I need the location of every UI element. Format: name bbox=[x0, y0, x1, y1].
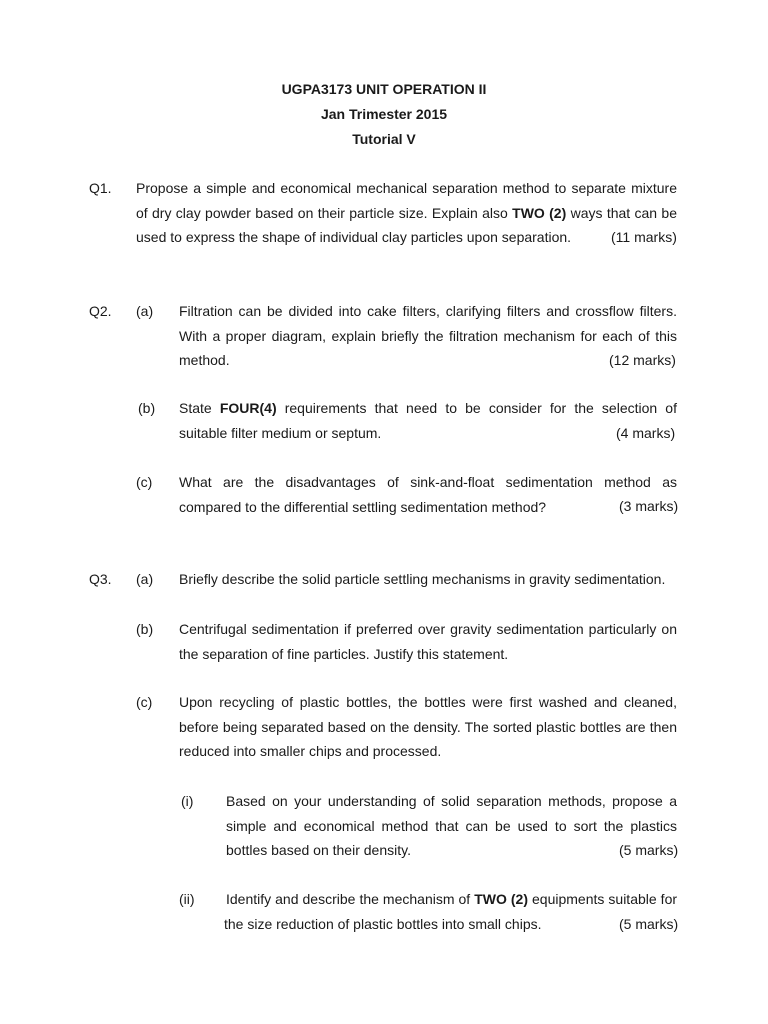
q3ci-marks: (5 marks) bbox=[619, 842, 679, 858]
q2b-text-part1: State bbox=[179, 400, 220, 416]
q2b-label: (b) bbox=[138, 400, 156, 416]
q3cii-bold: TWO (2) bbox=[474, 891, 528, 907]
q2a-text: Filtration can be divided into cake filters, clarifying filters and crossflow filters. With a proper diagram, explain briefly the filtration mechanism for each of this method. bbox=[179, 303, 677, 368]
q3cii-label: (ii) bbox=[179, 891, 195, 907]
q3a-text: Briefly describe the solid particle settling mechanisms in gravity sedimentation. bbox=[179, 571, 666, 587]
q2-number: Q2. bbox=[89, 303, 112, 319]
q3cii-text-part1: Identify and describe the mechanism of bbox=[226, 891, 475, 907]
tutorial-title: Tutorial V bbox=[352, 131, 416, 147]
q3-number: Q3. bbox=[89, 571, 112, 587]
q2c-text: What are the disadvantages of sink-and-float sedimentation method as compared to the differential settling sedimentation method? bbox=[179, 474, 677, 515]
q1-text-part2: ways that can be used to express the shape of individual clay particles upon separation. bbox=[136, 204, 677, 245]
q2b-marks: (4 marks) bbox=[616, 425, 676, 441]
q2a-marks: (12 marks) bbox=[609, 352, 676, 368]
q3c-text: Upon recycling of plastic bottles, the bottles were first washed and cleaned, before being separated based on the density. The sorted plastic bottles are then reduced into smaller chips and processed. bbox=[179, 694, 677, 759]
q1-marks: (11 marks) bbox=[611, 229, 677, 245]
q3cii-text bbox=[224, 887, 677, 936]
q2b-text-part2: requirements that need to be consider for the selection of suitable filter medium or septum. bbox=[179, 400, 677, 441]
q3c-label: (c) bbox=[136, 694, 153, 710]
q3a-label: (a) bbox=[136, 571, 154, 587]
q2c-label: (c) bbox=[136, 474, 153, 490]
q1-text-part1: Propose a simple and economical mechanical separation method to separate mixture of dry clay powder based on their particle size. Explain also bbox=[136, 180, 677, 221]
q3b-text: Centrifugal sedimentation if preferred over gravity sedimentation particularly on the separation of fine particles. Justify this statement. bbox=[179, 621, 677, 662]
q3b-label: (b) bbox=[136, 621, 154, 637]
course-title: UGPA3173 UNIT OPERATION II bbox=[281, 81, 487, 97]
q3cii-text-part2: equipments suitable for the size reduction of plastic bottles into small chips. bbox=[224, 891, 678, 932]
q1-bold: TWO (2) bbox=[512, 204, 567, 221]
q2b-text bbox=[179, 396, 677, 445]
q3cii-marks: (5 marks) bbox=[619, 916, 679, 932]
trimester-title: Jan Trimester 2015 bbox=[320, 106, 448, 122]
q3ci-text: Based on your understanding of solid separation methods, propose a simple and economical method that can be used to sort the plastics bottles based on their density. bbox=[226, 793, 677, 858]
q2a-label: (a) bbox=[136, 303, 154, 319]
q2c-marks: (3 marks) bbox=[619, 498, 679, 514]
q2b-bold: FOUR(4) bbox=[219, 400, 277, 416]
q1-number: Q1. bbox=[89, 180, 112, 196]
q3ci-label: (i) bbox=[181, 793, 194, 809]
q1-text bbox=[136, 176, 677, 250]
